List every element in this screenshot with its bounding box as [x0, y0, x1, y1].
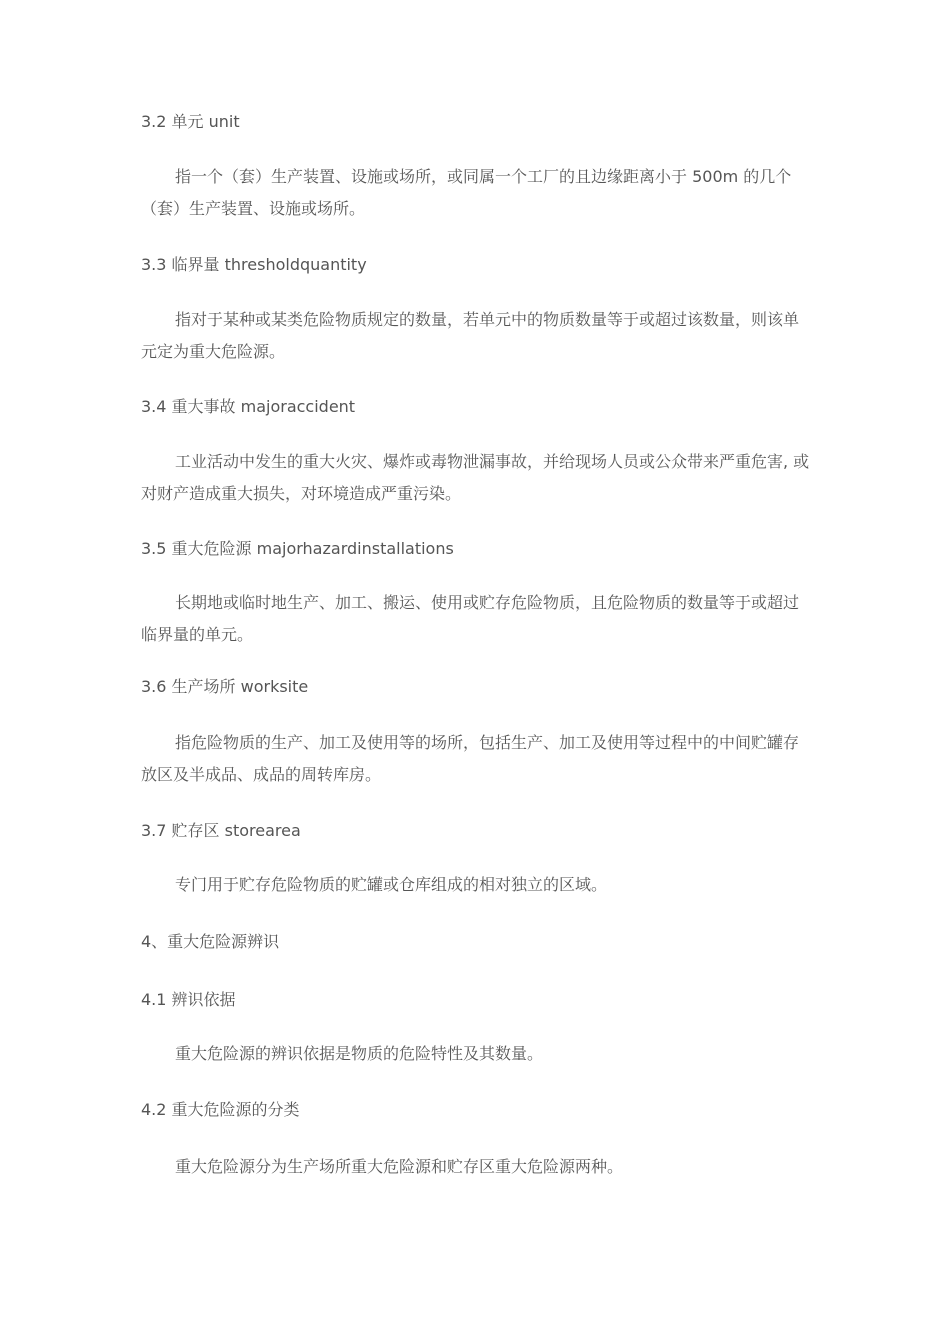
section-heading-4-2: 4.2 重大危险源的分类 — [141, 1100, 300, 1119]
section-heading-3-5: 3.5 重大危险源 majorhazardinstallations — [141, 539, 454, 558]
section-heading-4: 4、重大危险源辨识 — [141, 932, 280, 951]
paragraph-worksite-definition: 指危险物质的生产、加工及使用等的场所，包括生产、加工及使用等过程中的中间贮罐存放区及半成品、成品的周转库房。 — [141, 733, 800, 784]
paragraph-identification-basis: 重大危险源的辨识依据是物质的危险特性及其数量。 — [175, 1044, 544, 1063]
paragraph-major-hazard-definition: 长期地或临时地生产、加工、搬运、使用或贮存危险物质，且危险物质的数量等于或超过临界量的单元。 — [141, 593, 800, 644]
paragraph-threshold-definition: 指对于某种或某类危险物质规定的数量，若单元中的物质数量等于或超过该数量，则该单元定为重大危险源。 — [141, 310, 800, 361]
section-heading-3-4: 3.4 重大事故 majoraccident — [141, 397, 356, 416]
paragraph-store-area-definition: 专门用于贮存危险物质的贮罐或仓库组成的相对独立的区域。 — [175, 875, 608, 894]
section-heading-3-2: 3.2 单元 unit — [141, 112, 240, 131]
paragraph-major-accident-definition: 工业活动中发生的重大火灾、爆炸或毒物泄漏事故，并给现场人员或公众带来严重危害, 或对财产造成重大损失，对环境造成严重污染。 — [141, 452, 810, 503]
section-heading-3-7: 3.7 贮存区 storearea — [141, 821, 301, 840]
section-heading-4-1: 4.1 辨识依据 — [141, 990, 236, 1009]
paragraph-unit-definition: 指一个（套）生产装置、设施或场所，或同属一个工厂的且边缘距离小于 500m 的几个（套）生产装置、设施或场所。 — [141, 167, 792, 218]
section-heading-3-6: 3.6 生产场所 worksite — [141, 677, 309, 696]
paragraph-classification: 重大危险源分为生产场所重大危险源和贮存区重大危险源两种。 — [175, 1157, 624, 1176]
section-heading-3-3: 3.3 临界量 thresholdquantity — [141, 255, 367, 274]
